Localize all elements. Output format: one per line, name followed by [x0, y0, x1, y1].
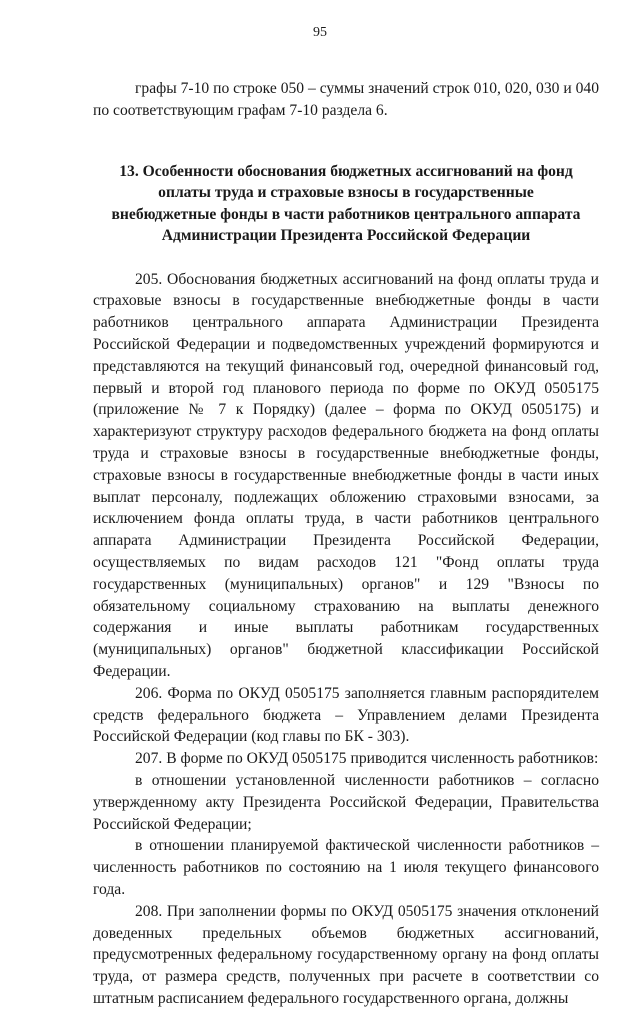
paragraph-207-item-planned: в отношении планируемой фактической численности работников – численность работников по состоянию на 1 июля текущего финансового года. — [93, 837, 599, 898]
paragraph-208: 208. При заполнении формы по ОКУД 0505175 значения отклонений доведенных предельных объемов бюджетных ассигнований, предусмотренных федеральному государственному органу на фонд оплаты труда, от размера средств, полученных при расчете в соответствии со штатным расписанием федерального государственного органа, должны — [93, 902, 599, 1007]
section-heading: 13. Особенности обоснования бюджетных ассигнований на фонд оплаты труда и страховые взносы в государственные внебюджетные фонды в части работников центрального аппарата Администрации Президента Российской Федерации — [111, 162, 581, 245]
page-number: 95 — [313, 25, 327, 40]
intro-paragraph: графы 7-10 по строке 050 – суммы значений строк 010, 020, 030 и 040 по соответствующим графам 7-10 раздела 6. — [93, 80, 599, 119]
paragraph-207: 207. В форме по ОКУД 0505175 приводится численность работников: — [135, 750, 599, 768]
paragraph-206: 206. Форма по ОКУД 0505175 заполняется главным распорядителем средств федерального бюджета – Управлением делами Президента Российской Федерации (код главы по БК - 303). — [93, 684, 599, 746]
document-body — [93, 78, 599, 1010]
paragraph-205: 205. Обоснования бюджетных ассигнований на фонд оплаты труда и страховые взносы в государственные внебюджетные фонды в части работников центрального аппарата Администрации Президента Российской Федерации и подведомственных учреждений формируются и представляются на текущий финансовый год, очередной финансовый год, первый и второй год планового периода по форме по ОКУД 0505175 (приложение № 7 к Порядку) (далее – форма по ОКУД 0505175) и характеризуют структуру расходов федерального бюджета на фонд оплаты труда и страховые взносы в государственные внебюджетные фонды, страховые взносы в государственные внебюджетные фонды в части иных выплат персоналу, подлежащих обложению страховыми взносами, за исключением фонда оплаты труда, в части работников центрального аппарата Администрации Президента Российской Федерации, осуществляемых по видам расходов 121 "Фонд оплаты труда государственных (муниципальных) органов" и 129 "Взносы по обязательному социальному страхованию на выплаты денежного содержания и иные выплаты работникам государственных (муниципальных) органов" бюджетной классификации Российской Федерации. — [93, 270, 599, 680]
paragraph-207-item-established: в отношении установленной численности работников – согласно утвержденному акту Президента Российской Федерации, Правительства Российской Федерации; — [93, 771, 599, 833]
